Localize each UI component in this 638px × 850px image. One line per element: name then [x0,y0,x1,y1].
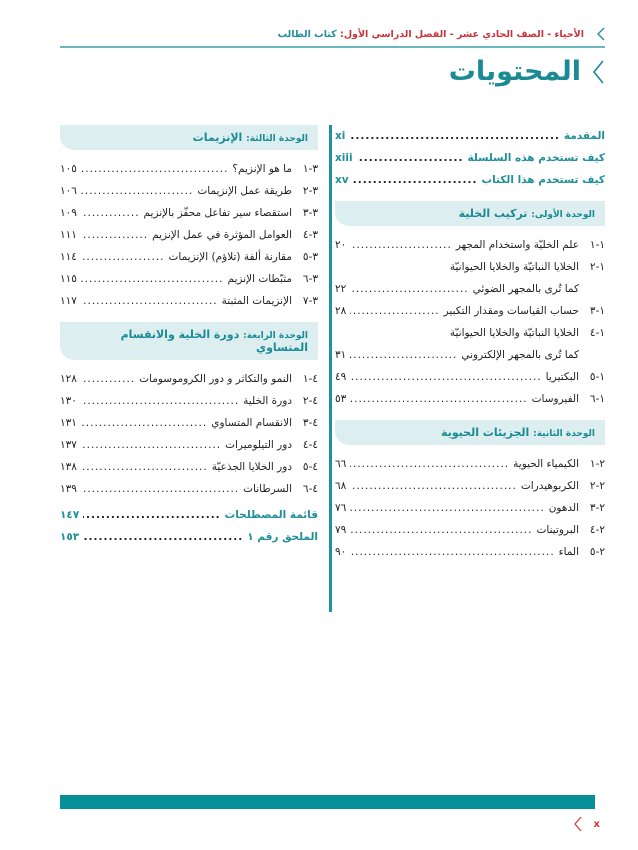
page-ref: ١٢٨ [60,373,77,385]
page-ref: ١٠٥ [60,163,77,175]
page-ref: ١٥٣ [60,531,80,543]
page-ref: ٤٩ [335,371,347,383]
leader-dots [81,158,229,180]
leader-dots [350,300,439,322]
section-number: ٣-٥ [302,251,318,263]
entry-title: الدهون [548,502,579,514]
section-number: ١-٥ [589,371,605,383]
toc-entry[interactable] [60,504,318,526]
entry-title: مثبّطات الإنزيم [227,273,292,285]
section-number: ٢-٢ [589,480,605,492]
entry-title: الكربوهيدرات [520,480,579,492]
page-ref: ٥٣ [335,393,347,405]
chevron-left-icon [596,27,605,41]
leader-dots [350,497,544,519]
section-number: ٤-٢ [302,395,318,407]
unit-title: دورة الخلية والانقسام المتساوي [120,328,308,354]
toc-column-left [60,125,318,548]
toc-entry-continued[interactable] [335,344,605,366]
leader-dots [350,475,517,497]
page-ref: ٢٠ [335,239,347,251]
unit-4 [60,322,318,500]
footer [573,816,600,832]
page-ref: ٦٨ [335,480,347,492]
toc-entry[interactable] [60,412,318,434]
leader-dots [83,504,220,526]
unit-3 [60,125,318,312]
page-ref: ١١٥ [60,273,77,285]
page-ref: ١٣٠ [60,395,77,407]
page-title-wrap [449,56,605,87]
unit-label: الوحدة الأولى: [531,210,595,220]
section-number: ٢-٤ [589,524,605,536]
column-divider [329,125,332,612]
page-ref: ١٣٩ [60,483,77,495]
section-number: ٤-١ [302,373,318,385]
leader-dots [83,526,243,548]
entry-title: طريقة عمل الإنزيمات [197,185,292,197]
footer-bar [60,795,595,809]
leader-dots [81,456,208,478]
page-ref: ٣١ [335,349,347,361]
entry-title: الماء [558,546,579,558]
entry-title: السرطانات [243,483,292,495]
toc-entry[interactable] [60,158,318,180]
page-ref: ١٣١ [60,417,77,429]
running-header [60,24,605,44]
chevron-left-icon [573,816,582,832]
entry-title: الخلايا النباتيّة والخلايا الحيوانيّة [449,327,579,339]
page-ref: ١٠٩ [60,207,77,219]
section-number: ٢-٣ [589,502,605,514]
entry-title: العوامل المؤثرة في عمل الإنزيم [152,229,292,241]
entry-title: حساب القياسات ومقدار التكبير [443,305,579,317]
unit-label: الوحدة الرابعة: [243,331,308,341]
unit-title: تركيب الخلية [458,207,528,220]
unit-2 [335,420,605,563]
page-number: x [593,818,600,830]
toc-entry[interactable] [335,453,605,475]
entry-title: دورة الخلية [243,395,292,407]
toc-entry[interactable] [60,368,318,390]
toc-entry[interactable] [60,268,318,290]
leader-dots [81,478,239,500]
back-matter [60,504,318,548]
toc-entry[interactable] [60,434,318,456]
page-ref: ٩٠ [335,546,347,558]
page-ref: xv [335,174,349,186]
leader-dots [357,147,464,169]
section-number: ٣-١ [302,163,318,175]
leader-dots [81,390,239,412]
entry-title: المقدمة [563,130,605,142]
leader-dots [81,368,135,390]
page-ref: ١١١ [60,229,77,241]
toc-entry[interactable] [335,147,605,169]
page-ref: ١٣٧ [60,439,77,451]
page-ref: ١١٤ [60,251,77,263]
entry-title: البكتيريا [545,371,579,383]
toc-entry[interactable] [335,519,605,541]
leader-dots [350,344,457,366]
book-title [278,29,584,40]
leader-dots [81,246,165,268]
section-number: ٤-٣ [302,417,318,429]
unit-heading [60,322,318,360]
chevron-left-icon [591,59,605,85]
page-ref: ٢٨ [335,305,347,317]
leader-dots [81,268,224,290]
leader-dots [349,125,560,147]
toc-entry[interactable] [335,366,605,388]
page-ref: ٦٦ [335,458,347,470]
section-number: ٤-٤ [302,439,318,451]
entry-title: الكيمياء الحيوية [513,458,579,470]
toc-entry[interactable] [60,526,318,548]
section-number: ٣-٧ [302,295,318,307]
leader-dots [81,434,221,456]
toc-entry[interactable] [335,541,605,563]
toc-entry[interactable] [60,224,318,246]
section-number: ٣-٦ [302,273,318,285]
section-number: ١-١ [589,239,605,251]
section-number: ١-٤ [589,327,605,339]
section-number: ٢-٥ [589,546,605,558]
section-number: ٤-٥ [302,461,318,473]
entry-title: البروتينات [536,524,579,536]
unit-heading [335,420,605,445]
toc-entry-continued[interactable] [335,278,605,300]
book-title-suffix: كتاب الطالب [277,28,337,40]
leader-dots [350,519,532,541]
section-number: ١-٣ [589,305,605,317]
page-ref: xiii [335,152,353,164]
toc-entry[interactable] [335,169,605,191]
page-ref: xi [335,130,346,142]
toc-entry[interactable] [335,475,605,497]
unit-title: الإنزيمات [192,131,243,144]
front-matter [335,125,605,191]
toc-entry[interactable] [335,125,605,147]
section-number: ٣-٤ [302,229,318,241]
toc-entry[interactable] [335,234,605,256]
page-ref: ٢٢ [335,283,347,295]
entry-title: قائمة المصطلحات [224,509,318,521]
section-number: ٢-١ [589,458,605,470]
leader-dots [81,290,218,312]
section-number: ١-٦ [589,393,605,405]
unit-heading [60,125,318,150]
leader-dots [350,541,554,563]
toc-entry[interactable] [60,390,318,412]
toc-entry[interactable] [335,322,605,344]
leader-dots [350,366,541,388]
page-ref: ٧٩ [335,524,347,536]
entry-title: النمو والتكاثر و دور الكروموسومات [139,373,292,385]
section-number: ٣-٣ [302,207,318,219]
entry-title: الخلايا النباتيّة والخلايا الحيوانيّة [449,261,579,273]
entry-title: استقصاء سير تفاعل محفّز بالإنزيم [143,207,292,219]
section-number: ٣-٢ [302,185,318,197]
leader-dots [350,234,452,256]
leader-dots [81,224,148,246]
entry-title: الإنزيمات المثبتة [221,295,292,307]
entry-title: الفيروسات [531,393,579,405]
unit-heading [335,201,605,226]
entry-title: دور التيلوميرات [225,439,292,451]
toc-entry[interactable] [60,478,318,500]
entry-title: علم الخليّة واستخدام المجهر [455,239,579,251]
unit-title: الجزيئات الحيوية [440,426,530,439]
leader-dots [81,412,207,434]
entry-title: مقارنة ألفة (تلاؤم) الإنزيمات [168,251,292,263]
leader-dots [81,202,140,224]
unit-label: الوحدة الثانية: [533,429,595,439]
entry-title: دور الخلايا الجذعيّة [211,461,292,473]
entry-title: كيف تستخدم هذا الكتاب [481,174,605,186]
unit-label: الوحدة الثالثة: [246,134,308,144]
leader-dots [350,453,509,475]
leader-dots [350,278,468,300]
toc-entry[interactable] [60,456,318,478]
toc-entry[interactable] [60,180,318,202]
page-ref: ١٠٦ [60,185,77,197]
page-ref: ١٤٧ [60,509,80,521]
entry-title: الانقسام المتساوي [211,417,292,429]
toc-entry[interactable] [60,246,318,268]
toc-entry[interactable] [335,388,605,410]
toc-column-right [335,125,605,563]
book-title-prefix: الأحياء - الصف الحادي عشر - الفصل الدراسي الأول: [340,28,584,40]
entry-title-cont: كما تُرى بالمجهر الإلكتروني [461,349,579,361]
entry-title: الملحق رقم ١ [247,531,318,543]
page-ref: ٧٦ [335,502,347,514]
header-divider [60,46,605,48]
entry-title-cont: كما تُرى بالمجهر الضوئي [472,283,579,295]
leader-dots [81,180,193,202]
section-number: ١-٢ [589,261,605,273]
unit-1 [335,201,605,410]
section-number: ٤-٦ [302,483,318,495]
page-title: المحتويات [448,56,581,87]
entry-title: كيف تستخدم هذه السلسلة [467,152,605,164]
toc-entry[interactable] [60,202,318,224]
toc-entry[interactable] [335,256,605,278]
toc-entry[interactable] [335,497,605,519]
entry-title: ما هو الإنزيم؟ [232,163,292,175]
toc-entry[interactable] [60,290,318,312]
page-ref: ١١٧ [60,295,77,307]
page-ref: ١٣٨ [60,461,77,473]
leader-dots [350,388,527,410]
leader-dots [353,169,478,191]
toc-entry[interactable] [335,300,605,322]
